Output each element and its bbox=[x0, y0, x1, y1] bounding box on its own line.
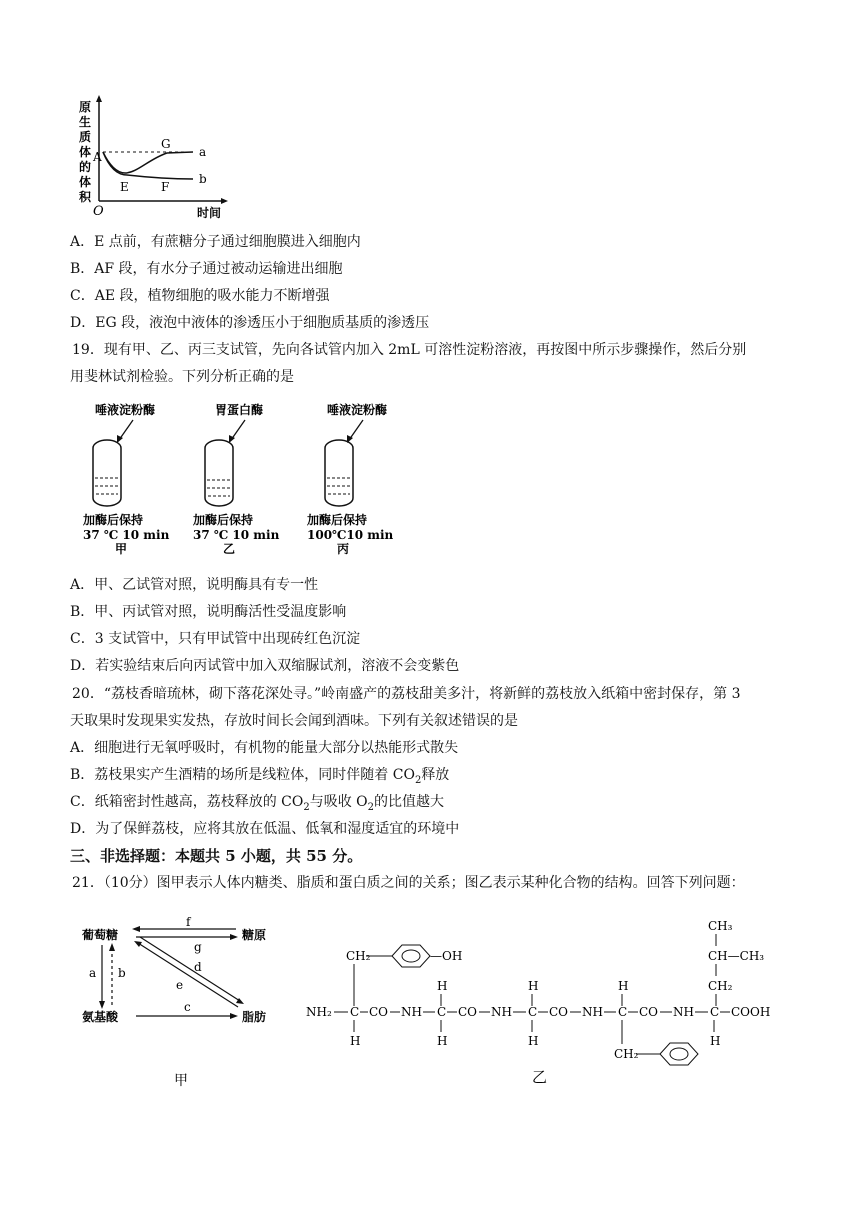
y-axis-label-char: 体 bbox=[79, 145, 92, 159]
alpha-c: C bbox=[710, 1005, 720, 1019]
tube-bing-enzyme: 唾液淀粉酶 bbox=[327, 403, 388, 417]
benzene-inner bbox=[402, 950, 420, 962]
amide-nh: NH bbox=[491, 1005, 512, 1019]
label-a: a bbox=[89, 966, 97, 980]
carbonyl: CO bbox=[549, 1005, 569, 1019]
y-axis-label-char: 生 bbox=[79, 115, 92, 129]
y-axis-label-char: 积 bbox=[79, 190, 92, 204]
leu-ch-ch3: CH—CH₃ bbox=[708, 949, 765, 963]
q18-option-a: A．E 点前，有蔗糖分子通过细胞膜进入细胞内 bbox=[70, 234, 361, 250]
q20-option-b-text-end: 释放 bbox=[421, 767, 450, 783]
tube-jia-name: 甲 bbox=[115, 542, 128, 556]
q21-stem: 21．（10分）图甲表示人体内糖类、脂质和蛋白质之间的关系；图乙表示某种化合物的结构。回答下列问题： bbox=[72, 875, 745, 891]
arrowhead bbox=[132, 926, 140, 932]
q20-option-a: A．细胞进行无氧呼吸时，有机物的能量大部分以热能形式散失 bbox=[70, 740, 459, 756]
tube-jia bbox=[93, 440, 121, 506]
tyr-ch2: CH₂ bbox=[346, 949, 371, 963]
h-bottom: H bbox=[710, 1034, 721, 1048]
curve-a-label: a bbox=[199, 145, 207, 159]
amide-nh: NH bbox=[401, 1005, 422, 1019]
y-axis-label-char: 的 bbox=[79, 160, 92, 174]
label-g: g bbox=[194, 940, 202, 954]
curve-a bbox=[103, 152, 193, 173]
tube-jia-enzyme: 唾液淀粉酶 bbox=[95, 403, 156, 417]
alpha-c: C bbox=[618, 1005, 628, 1019]
subscript: 2 bbox=[303, 801, 310, 813]
q18-option-d: D．EG 段，液泡中液体的渗透压小于细胞质基质的渗透压 bbox=[70, 315, 430, 331]
tube-yi-enzyme: 胃蛋白酶 bbox=[215, 403, 264, 417]
q19-option-d: D．若实验结束后向丙试管中加入双缩脲试剂，溶液不会变紫色 bbox=[70, 658, 460, 674]
q20-option-d: D．为了保鲜荔枝，应将其放在低温、低氧和湿度适宜的环境中 bbox=[70, 821, 460, 837]
tube-yi-cond1: 加酶后保持 bbox=[193, 513, 254, 527]
phe-ch2: CH₂ bbox=[614, 1047, 639, 1061]
arrow-d bbox=[140, 937, 240, 1001]
caption-jia: 甲 bbox=[174, 1073, 188, 1089]
y-axis-label-char: 质 bbox=[79, 130, 92, 144]
q20-stem-line2: 天取果时发现果实发热，存放时间长会闻到酒味。下列有关叙述错误的是 bbox=[70, 713, 518, 729]
node-amino-acid: 氨基酸 bbox=[82, 1010, 119, 1024]
y-axis-arrow bbox=[96, 95, 102, 102]
q20-option-c-text: C．纸箱密封性越高，荔枝释放的 CO bbox=[70, 794, 304, 810]
arrowhead bbox=[230, 1013, 238, 1019]
carboxyl: COOH bbox=[731, 1005, 771, 1019]
alpha-c: C bbox=[437, 1005, 447, 1019]
h-bottom: H bbox=[350, 1034, 361, 1048]
q19-stem-line2: 用斐林试剂检验。下列分析正确的是 bbox=[70, 369, 294, 385]
benzene-ring-tyr bbox=[392, 945, 430, 967]
tyr-oh: —OH bbox=[430, 949, 463, 963]
curve-b-label: b bbox=[199, 172, 207, 186]
point-F-label: F bbox=[161, 180, 170, 194]
q20-stem-line1: 20．“荔枝香暗琉林，砌下落花深处寻。”岭南盛产的荔枝甜美多汁，将新鲜的荔枝放入纸箱中密封保存，第 3 bbox=[72, 686, 741, 702]
origin-label: O bbox=[93, 204, 104, 219]
q20-option-c-text-end: 的比值越大 bbox=[374, 794, 445, 810]
tube-yi-cond2: 37 ℃ 10 min bbox=[193, 528, 280, 542]
h-top: H bbox=[437, 979, 448, 993]
tube-bing-arrow bbox=[349, 420, 363, 440]
leu-ch2: CH₂ bbox=[708, 979, 733, 993]
label-c: c bbox=[184, 1000, 191, 1014]
metabolism-relation-diagram bbox=[80, 915, 295, 1090]
curve-b bbox=[103, 152, 193, 179]
node-glycogen: 糖原 bbox=[242, 928, 267, 942]
carbonyl: CO bbox=[639, 1005, 659, 1019]
tube-bing-name: 丙 bbox=[337, 542, 350, 556]
leu-ch3: CH₃ bbox=[708, 919, 733, 933]
alpha-c: C bbox=[350, 1005, 360, 1019]
arrowhead bbox=[109, 943, 115, 951]
h-bottom: H bbox=[528, 1034, 539, 1048]
label-d: d bbox=[194, 960, 202, 974]
q19-option-b: B．甲、丙试管对照，说明酶活性受温度影响 bbox=[70, 604, 347, 620]
q20-option-b bbox=[70, 765, 449, 791]
tube-jia-cond2: 37 ℃ 10 min bbox=[83, 528, 170, 542]
q20-option-c-text-mid: 与吸收 O bbox=[309, 794, 368, 810]
q20-option-b-text: B．荔枝果实产生酒精的场所是线粒体，同时伴随着 CO bbox=[70, 767, 415, 783]
h-bottom: H bbox=[437, 1034, 448, 1048]
carbonyl: CO bbox=[369, 1005, 389, 1019]
amide-nh: NH bbox=[582, 1005, 603, 1019]
tube-jia-cond1: 加酶后保持 bbox=[83, 513, 144, 527]
enzyme-test-tubes-figure bbox=[75, 400, 405, 560]
arrowhead bbox=[230, 934, 238, 940]
carbonyl: CO bbox=[458, 1005, 478, 1019]
q18-option-b: B．AF 段，有水分子通过被动运输进出细胞 bbox=[70, 261, 343, 277]
arrow-e bbox=[138, 943, 238, 1007]
subscript: 2 bbox=[414, 774, 422, 786]
tube-yi-arrow bbox=[231, 420, 245, 440]
x-axis-label: 时间 bbox=[197, 206, 222, 220]
point-A-label: A bbox=[93, 150, 102, 164]
node-glucose: 葡萄糖 bbox=[82, 928, 119, 942]
label-e: e bbox=[176, 978, 184, 992]
tube-bing bbox=[325, 440, 353, 506]
q18-option-c: C．AE 段，植物细胞的吸水能力不断增强 bbox=[70, 288, 330, 304]
peptide-structure-figure bbox=[296, 912, 786, 1092]
q19-stem-line1: 19．现有甲、乙、丙三支试管，先向各试管内加入 2mL 可溶性淀粉溶液，再按图中所示步骤操作，然后分别 bbox=[72, 342, 747, 358]
benzene-ring-phe bbox=[660, 1043, 698, 1065]
nh2-terminal: NH₂ bbox=[306, 1005, 332, 1019]
q19-option-a: A．甲、乙试管对照，说明酶具有专一性 bbox=[70, 577, 319, 593]
h-top: H bbox=[618, 979, 629, 993]
tube-bing-cond2: 100℃10 min bbox=[307, 528, 394, 542]
h-top: H bbox=[528, 979, 539, 993]
label-b: b bbox=[118, 966, 126, 980]
section-heading: 三、非选择题：本题共 5 小题，共 55 分。 bbox=[70, 847, 363, 865]
alpha-c: C bbox=[528, 1005, 538, 1019]
arrowhead bbox=[134, 941, 142, 947]
benzene-inner bbox=[670, 1048, 688, 1060]
subscript: 2 bbox=[367, 801, 375, 813]
tube-bing-cond1: 加酶后保持 bbox=[307, 513, 368, 527]
tube-yi-name: 乙 bbox=[223, 542, 236, 556]
caption-yi: 乙 bbox=[532, 1068, 548, 1086]
y-axis-label-char: 原 bbox=[79, 100, 92, 114]
y-axis-label-char: 体 bbox=[79, 175, 92, 189]
point-G-label: G bbox=[161, 137, 171, 151]
protoplast-volume-chart bbox=[75, 95, 255, 225]
tube-jia-arrow bbox=[119, 420, 133, 440]
arrowhead bbox=[99, 1001, 105, 1009]
amide-nh: NH bbox=[673, 1005, 694, 1019]
node-fat: 脂肪 bbox=[242, 1010, 267, 1024]
q19-option-c: C．3 支试管中，只有甲试管中出现砖红色沉淀 bbox=[70, 631, 361, 647]
label-f: f bbox=[186, 915, 191, 929]
q20-option-c bbox=[70, 792, 444, 818]
point-E-label: E bbox=[120, 180, 129, 194]
x-axis-arrow bbox=[221, 198, 228, 204]
